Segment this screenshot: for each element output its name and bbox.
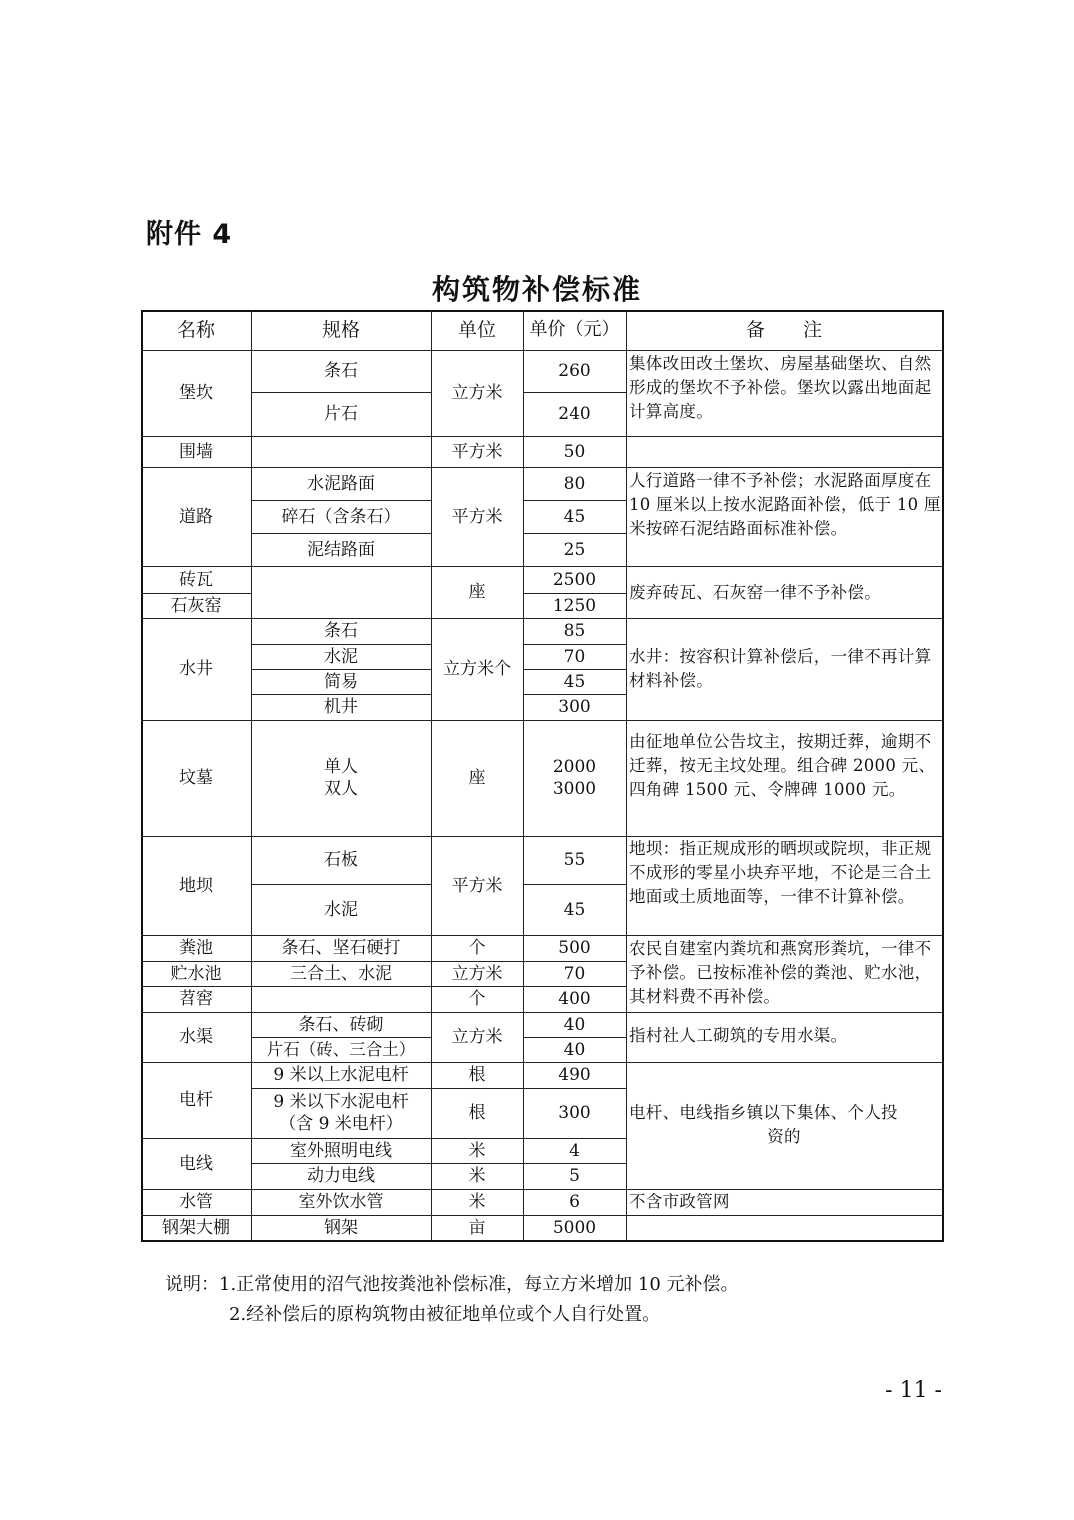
cell-price: 2000: [552, 757, 597, 777]
cell-price: 55: [563, 850, 586, 870]
cell-spec: 机井: [324, 697, 358, 717]
cell-remark: 水井：按容积计算补偿后，一律不再计算材料补偿。: [629, 647, 932, 690]
cell-spec: 9 米以下水泥电杆（含 9 米电杆）: [273, 1092, 409, 1134]
cell-unit: 米: [468, 1192, 486, 1212]
cell-spec: 单人: [324, 757, 358, 777]
cell-name: 钢架大棚: [162, 1217, 230, 1238]
cell-price: 5000: [552, 1217, 597, 1238]
cell-remark: 农民自建室内粪坑和燕窝形粪坑，一律不予补偿。已按标准补偿的粪池、贮水池，其材料费不再补偿。: [629, 939, 932, 1006]
cell-unit: 立方米: [451, 1027, 503, 1047]
cell-spec: 9 米以上水泥电杆: [273, 1065, 409, 1085]
cell-price: 80: [563, 473, 586, 494]
cell-spec: 条石、坚石硬打: [281, 938, 401, 958]
col-divider: [626, 310, 627, 1240]
cell-price: 5: [569, 1166, 580, 1186]
cell-remark: 集体改田改土堡坎、房屋基础堡坎、自然形成的堡坎不予补偿。堡坎以露出地面起计算高度。: [629, 354, 932, 421]
cell-name: 贮水池: [170, 963, 222, 984]
cell-price: 45: [563, 671, 586, 692]
cell-spec: 室外照明电线: [290, 1140, 392, 1161]
header-name: 名称: [176, 319, 215, 341]
page-number: - 11 -: [885, 1378, 942, 1403]
cell-unit: 根: [468, 1065, 486, 1085]
cell-unit: 根: [468, 1103, 486, 1123]
cell-price: 40: [563, 1014, 586, 1035]
cell-unit: 米: [468, 1166, 486, 1186]
cell-name: 围墙: [179, 441, 213, 462]
cell-unit: 立方米: [451, 383, 503, 403]
cell-spec: 条石、砖砌: [298, 1014, 384, 1035]
cell-name: 电线: [179, 1153, 213, 1174]
cell-unit: 个: [468, 938, 486, 958]
cell-name: 道路: [179, 506, 213, 527]
cell-unit: 座: [468, 768, 486, 788]
cell-spec: 条石: [324, 621, 358, 641]
cell-spec: 室外饮水管: [298, 1192, 384, 1212]
cell-spec: 石板: [324, 850, 358, 870]
cell-price: 50: [563, 441, 586, 462]
cell-spec: 碎石（含条石）: [281, 506, 401, 527]
cell-remark: 资的: [767, 1127, 801, 1146]
cell-remark: 地坝：指正规成形的晒坝或院坝，非正规不成形的零星小块弃平地，不论是三合土地面或土质地面等，一律不计算补偿。: [629, 839, 932, 906]
cell-remark: 指村社人工砌筑的专用水渠。: [629, 1026, 848, 1045]
cell-spec: 简易: [324, 671, 358, 692]
cell-spec: 水泥: [324, 899, 358, 920]
cell-price: 70: [563, 646, 586, 667]
cell-price: 85: [563, 621, 586, 641]
cell-name: 水管: [179, 1192, 213, 1212]
cell-name: 砖瓦: [179, 569, 213, 590]
cell-unit: 个: [468, 989, 486, 1009]
cell-spec: 动力电线: [307, 1166, 375, 1186]
compensation-table: [141, 310, 944, 1242]
cell-price: 2500: [552, 569, 597, 590]
cell-name: 坟墓: [179, 768, 213, 788]
header-price: 单价（元）: [529, 319, 620, 340]
cell-price: 6: [569, 1192, 580, 1212]
cell-unit: 米: [468, 1140, 486, 1161]
header-spec: 规格: [321, 319, 360, 341]
cell-price: 40: [563, 1039, 586, 1060]
cell-spec: 片石（砖、三合土）: [266, 1039, 416, 1059]
cell-unit: 平方米: [451, 875, 503, 896]
header-unit: 单位: [457, 319, 496, 341]
cell-unit: 立方米: [451, 963, 503, 984]
cell-price: 260: [558, 361, 591, 381]
cell-unit: 立方米个: [443, 659, 511, 679]
cell-price: 500: [558, 938, 591, 958]
cell-price: 4: [569, 1140, 580, 1161]
cell-name: 水井: [179, 659, 213, 679]
cell-name: 苕窖: [179, 989, 213, 1009]
cell-price: 400: [558, 989, 591, 1009]
notes: [165, 1270, 739, 1330]
cell-name: 堡坎: [179, 383, 213, 403]
cell-name: 石灰窑: [170, 595, 222, 616]
cell-name: 电杆: [179, 1090, 213, 1110]
cell-remark: 电杆、电线指乡镇以下集体、个人投: [629, 1103, 898, 1122]
page-title: 构筑物补偿标准: [431, 273, 642, 306]
cell-spec-group: [251, 720, 431, 836]
cell-price: 25: [563, 539, 586, 560]
cell-unit: 亩: [468, 1217, 486, 1238]
cell-name: 粪池: [179, 938, 213, 958]
cell-remark: 人行道路一律不予补偿；水泥路面厚度在 10 厘米以上按水泥路面补偿，低于 10 厘米按碎石泥结路面标准补偿。: [629, 471, 941, 538]
header-remark: 备 注: [745, 319, 822, 341]
cell-price: 45: [563, 899, 586, 920]
cell-price: 300: [558, 1103, 591, 1123]
cell-price: 70: [563, 963, 586, 984]
cell-remark: 不含市政管网: [629, 1192, 730, 1211]
annex-label: 附件 4: [146, 219, 233, 250]
cell-spec: 水泥: [324, 646, 358, 667]
cell-spec: 钢架: [324, 1217, 358, 1238]
cell-price: 490: [558, 1065, 591, 1085]
cell-spec: 双人: [324, 779, 358, 799]
note-line-2: 2.经补偿后的原构筑物由被征地单位或个人自行处置。: [229, 1304, 661, 1325]
cell-name: 水渠: [179, 1027, 213, 1047]
cell-spec: 片石: [324, 404, 358, 424]
note-line-1: 说明：1.正常使用的沼气池按粪池补偿标准，每立方米增加 10 元补偿。: [165, 1274, 739, 1295]
cell-price-group: [523, 720, 626, 836]
cell-price: 3000: [552, 779, 597, 799]
cell-remark: 废弃砖瓦、石灰窑一律不予补偿。: [629, 583, 881, 602]
cell-unit: 平方米: [451, 506, 503, 527]
cell-price: 45: [563, 506, 586, 527]
cell-spec: 泥结路面: [307, 539, 375, 560]
cell-spec: 条石: [324, 361, 358, 381]
cell-name: 地坝: [179, 875, 213, 896]
cell-spec: 水泥路面: [307, 473, 375, 494]
cell-price: 300: [558, 697, 591, 717]
cell-price: 1250: [552, 595, 597, 616]
cell-spec: 三合土、水泥: [290, 963, 392, 984]
cell-remark: 由征地单位公告坟主，按期迁葬，逾期不迁葬，按无主坟处理。组合碑 2000 元、四角碑 1500 元、令牌碑 1000 元。: [629, 732, 936, 799]
cell-price: 240: [558, 404, 591, 424]
cell-unit: 平方米: [451, 441, 503, 462]
cell-unit: 座: [468, 582, 486, 602]
